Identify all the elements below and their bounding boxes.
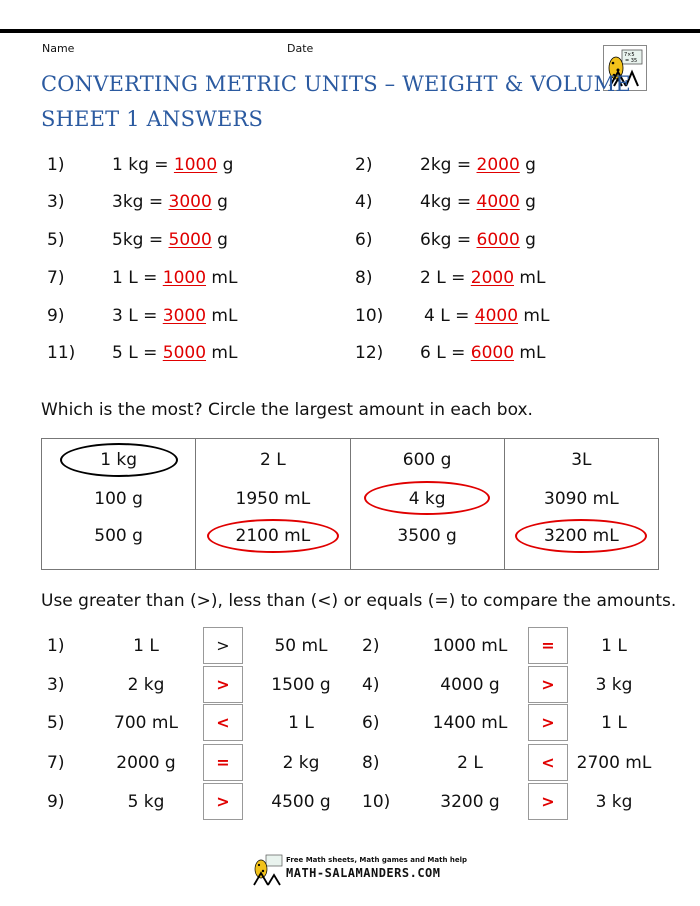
cmp-a-9: 5 kg [127,792,165,812]
box-item: 3L [571,450,592,470]
conv-num-10: 10) [355,306,384,326]
conv-num-4: 4) [355,192,373,212]
top-rule [0,29,700,33]
cmp-b-3: 1500 g [271,675,331,695]
cmp-sym-6: > [528,704,568,741]
name-label: Name [42,42,75,55]
conv-num-1: 1) [47,155,65,175]
cmp-sym-1: > [203,627,243,664]
cmp-num-8: 8) [362,753,380,773]
conv-item-3: 3kg = 3000 g [112,192,228,212]
footer-site: MATH-SALAMANDERS.COM [286,866,441,880]
cmp-sym-8: < [528,744,568,781]
cmp-b-5: 1 L [288,713,314,733]
cmp-b-10: 3 kg [595,792,633,812]
cmp-a-1: 1 L [133,636,159,656]
cmp-a-4: 4000 g [440,675,500,695]
page-title: CONVERTING METRIC UNITS – WEIGHT & VOLUME [41,72,631,96]
box-item: 500 g [94,526,143,546]
conv-num-8: 8) [355,268,373,288]
conv-num-7: 7) [47,268,65,288]
conv-item-9: 3 L = 3000 mL [112,306,238,326]
compare-instruction: Use greater than (>), less than (<) or equals (=) to compare the amounts. [41,591,677,611]
cmp-num-7: 7) [47,753,65,773]
cmp-a-7: 2000 g [116,753,176,773]
salamander-footer-icon [252,853,286,887]
date-label: Date [287,42,314,55]
box-item: 600 g [402,450,452,470]
conv-num-9: 9) [47,306,65,326]
conv-num-5: 5) [47,230,65,250]
box-item: 3090 mL [544,489,619,509]
cmp-num-4: 4) [362,675,380,695]
cmp-b-6: 1 L [601,713,627,733]
box-item: 1950 mL [235,489,311,509]
cmp-b-2: 1 L [601,636,627,656]
cmp-a-6: 1400 mL [432,713,508,733]
most-instruction: Which is the most? Circle the largest amount in each box. [41,400,533,420]
cmp-sym-4: > [528,666,568,703]
cmp-num-6: 6) [362,713,380,733]
cmp-b-9: 4500 g [271,792,331,812]
cmp-num-3: 3) [47,675,65,695]
footer-tagline: Free Math sheets, Math games and Math help [286,856,468,864]
conv-item-7: 1 L = 1000 mL [112,268,238,288]
conv-num-11: 11) [47,343,76,363]
cmp-sym-9: > [203,783,243,820]
cmp-num-5: 5) [47,713,65,733]
most-table [41,438,659,570]
cmp-b-1: 50 mL [274,636,328,656]
cmp-sym-10: > [528,783,568,820]
cmp-a-10: 3200 g [440,792,500,812]
cmp-sym-2: = [528,627,568,664]
cmp-sym-5: < [203,704,243,741]
cmp-a-5: 700 mL [114,713,178,733]
cmp-num-10: 10) [362,792,391,812]
box-item: 1 kg [100,450,138,470]
conv-num-2: 2) [355,155,373,175]
conv-item-4: 4kg = 4000 g [420,192,536,212]
page-subtitle: SHEET 1 ANSWERS [41,107,264,131]
most-box-4 [504,439,658,570]
box-item: 4 kg [408,489,446,509]
conv-item-6: 6kg = 6000 g [420,230,536,250]
cmp-b-4: 3 kg [595,675,633,695]
most-box-2 [196,439,350,570]
cmp-sym-7: = [203,744,243,781]
conv-item-10: 4 L = 4000 mL [424,306,550,326]
box-item: 100 g [94,489,143,509]
cmp-a-8: 2 L [457,753,483,773]
box-item: 3200 mL [544,526,619,546]
conv-item-1: 1 kg = 1000 g [112,155,234,175]
logo-text-top: 7×5 [624,52,635,58]
conv-num-3: 3) [47,192,65,212]
cmp-num-2: 2) [362,636,380,656]
cmp-a-2: 1000 mL [432,636,508,656]
logo-text-bottom: = 35 [625,58,638,64]
conv-item-12: 6 L = 6000 mL [420,343,546,363]
box-item: 2100 mL [235,526,311,546]
conv-num-6: 6) [355,230,373,250]
box-item: 2 L [260,450,286,470]
cmp-num-9: 9) [47,792,65,812]
conv-item-2: 2kg = 2000 g [420,155,536,175]
cmp-a-3: 2 kg [127,675,165,695]
conv-num-12: 12) [355,343,384,363]
cmp-sym-3: > [203,666,243,703]
most-box-3 [350,439,504,570]
conv-item-8: 2 L = 2000 mL [420,268,546,288]
conv-item-11: 5 L = 5000 mL [112,343,238,363]
cmp-b-7: 2 kg [282,753,320,773]
conv-item-5: 5kg = 5000 g [112,230,228,250]
most-box-1 [42,439,196,570]
cmp-b-8: 2700 mL [576,753,652,773]
cmp-num-1: 1) [47,636,65,656]
box-item: 3500 g [397,526,457,546]
